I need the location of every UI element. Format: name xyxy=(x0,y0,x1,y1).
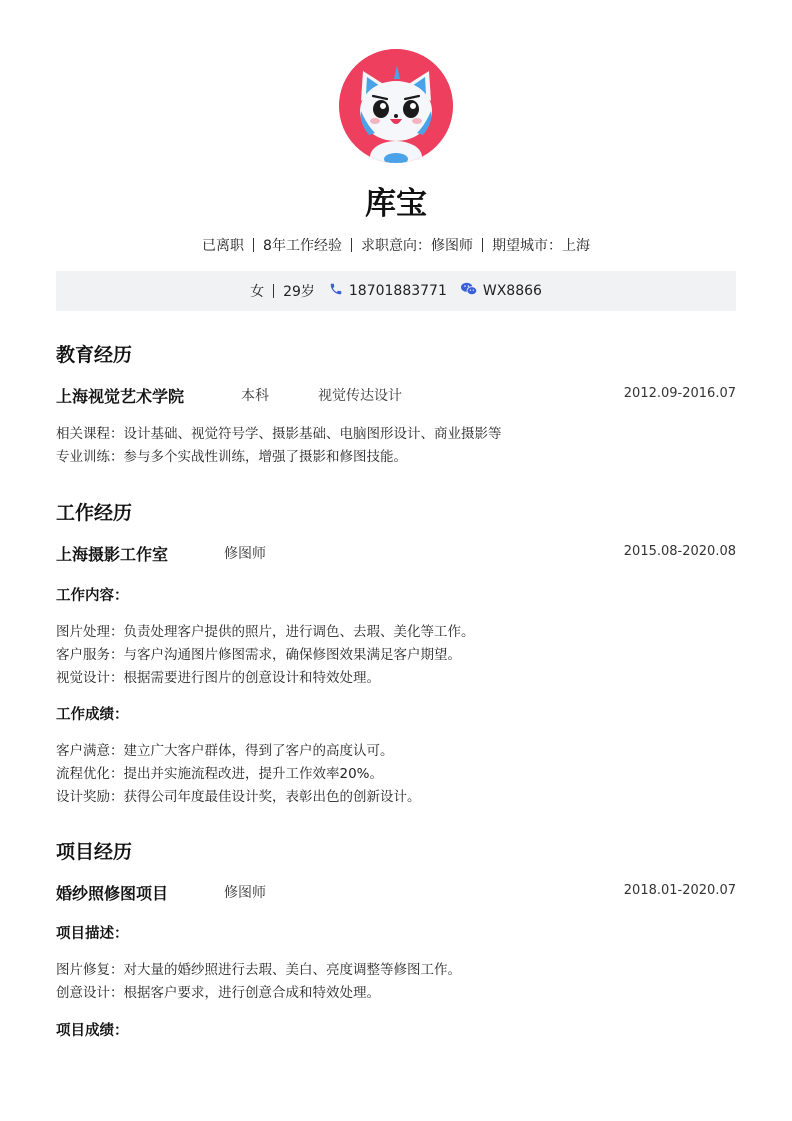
project-desc-heading: 项目描述： xyxy=(56,926,129,942)
project-desc-line: 图片修复：对大量的婚纱照进行去瑕、美白、亮度调整等修图工作。 xyxy=(56,962,461,978)
work-content-line: 视觉设计：根据需要进行图片的创意设计和特效处理。 xyxy=(56,670,380,686)
project-result-heading: 项目成绩： xyxy=(56,1023,129,1039)
contact-info-bar xyxy=(56,271,736,311)
work-content-line: 图片处理：负责处理客户提供的照片，进行调色、去瑕、美化等工作。 xyxy=(56,624,475,640)
divider xyxy=(351,238,352,252)
work-achievement-line: 设计奖励：获得公司年度最佳设计奖，表彰出色的创新设计。 xyxy=(56,789,421,805)
status-line xyxy=(0,235,792,255)
phone-number[interactable]: 18701883771 xyxy=(348,283,447,299)
company-name: 上海摄影工作室 xyxy=(56,545,169,564)
work-achievement-line: 流程优化：提出并实施流程改进，提升工作效率20%。 xyxy=(56,766,384,782)
project-role: 修图师 xyxy=(224,885,266,901)
education-detail-line: 专业训练：参与多个实战性训练，增强了摄影和修图技能。 xyxy=(56,449,407,465)
divider xyxy=(253,238,254,252)
wechat-icon xyxy=(461,282,477,300)
project-section-title: 项目经历 xyxy=(56,841,133,863)
work-content-line: 客户服务：与客户沟通图片修图需求，确保修图效果满足客户期望。 xyxy=(56,647,461,663)
school-name: 上海视觉艺术学院 xyxy=(56,387,185,406)
work-date: 2015.08-2020.08 xyxy=(623,544,736,559)
project-desc-line: 创意设计：根据客户要求，进行创意合成和特效处理。 xyxy=(56,985,380,1001)
work-section-title: 工作经历 xyxy=(56,502,133,524)
mascot-cat-icon xyxy=(339,49,453,163)
candidate-name: 库宝 xyxy=(365,186,427,222)
expected-city: 期望城市：上海 xyxy=(491,238,590,254)
education-date: 2012.09-2016.07 xyxy=(623,386,736,401)
job-intention: 求职意向：修图师 xyxy=(360,238,473,254)
age: 29岁 xyxy=(283,284,315,300)
work-content-heading: 工作内容： xyxy=(56,588,129,604)
phone-icon xyxy=(329,282,343,300)
divider xyxy=(482,238,483,252)
major: 视觉传达设计 xyxy=(318,388,402,404)
work-role: 修图师 xyxy=(224,546,266,562)
education-section-title: 教育经历 xyxy=(56,344,133,366)
wechat-id: WX8866 xyxy=(482,283,542,299)
project-date: 2018.01-2020.07 xyxy=(623,883,736,898)
education-detail-line: 相关课程：设计基础、视觉符号学、摄影基础、电脑图形设计、商业摄影等 xyxy=(56,426,502,442)
gender: 女 xyxy=(250,284,265,300)
project-name: 婚纱照修图项目 xyxy=(56,884,169,903)
divider xyxy=(273,284,274,298)
work-achievement-line: 客户满意：建立广大客户群体，得到了客户的高度认可。 xyxy=(56,743,394,759)
degree: 本科 xyxy=(241,388,269,404)
work-achievement-heading: 工作成绩： xyxy=(56,707,129,723)
job-status: 已离职 xyxy=(202,238,245,254)
avatar xyxy=(339,49,453,163)
work-experience: 8年工作经验 xyxy=(263,238,342,254)
